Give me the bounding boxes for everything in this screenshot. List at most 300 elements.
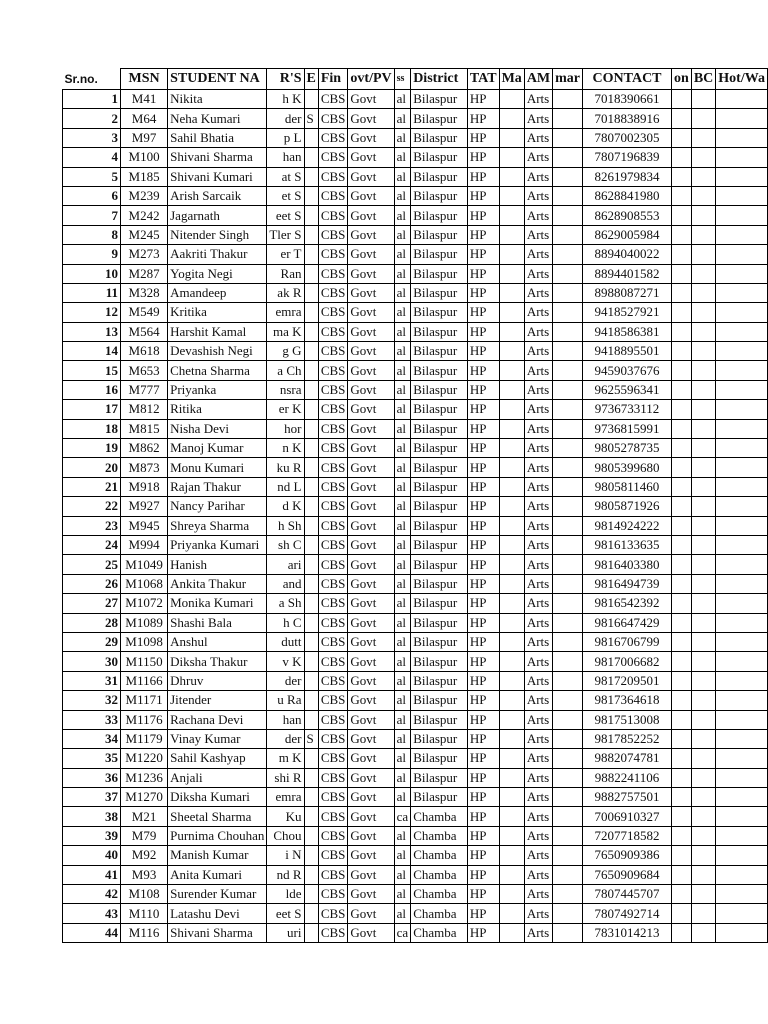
row-state: HP: [467, 283, 499, 302]
row-hot-water: [716, 477, 768, 496]
row-col-e: [304, 788, 318, 807]
row-msn: M21: [121, 807, 168, 826]
row-col-on: [672, 264, 692, 283]
row-col-e: [304, 710, 318, 729]
row-col-ss: al: [394, 555, 411, 574]
row-father-name: g G: [267, 342, 304, 361]
row-msn: M64: [121, 109, 168, 128]
row-father-name: Ran: [267, 264, 304, 283]
row-col-on: [672, 303, 692, 322]
row-col-bc: [691, 322, 715, 341]
row-district: Bilaspur: [411, 109, 468, 128]
row-stream: Arts: [524, 303, 552, 322]
row-col-on: [672, 671, 692, 690]
row-col-on: [672, 458, 692, 477]
row-hot-water: [716, 303, 768, 322]
row-district: Bilaspur: [411, 245, 468, 264]
table-row: [63, 497, 768, 516]
row-col-bc: [691, 729, 715, 748]
row-govt-pvt: Govt: [348, 245, 394, 264]
row-col-ma: [499, 555, 524, 574]
row-student-name: Shreya Sharma: [168, 516, 267, 535]
row-col-ss: al: [394, 846, 411, 865]
row-col-mar: [553, 186, 583, 205]
row-board: CBS: [318, 671, 348, 690]
row-srno: 24: [63, 535, 121, 554]
table-row: [63, 342, 768, 361]
row-contact: 7807002305: [583, 128, 672, 147]
row-col-ma: [499, 148, 524, 167]
row-srno: 28: [63, 613, 121, 632]
row-col-mar: [553, 516, 583, 535]
row-state: HP: [467, 361, 499, 380]
row-stream: Arts: [524, 148, 552, 167]
row-col-bc: [691, 846, 715, 865]
row-col-ss: al: [394, 594, 411, 613]
row-col-bc: [691, 148, 715, 167]
row-col-e: [304, 923, 318, 942]
header-srno: Sr.no.: [64, 71, 98, 86]
table-row: [63, 380, 768, 399]
row-col-bc: [691, 671, 715, 690]
row-srno: 21: [63, 477, 121, 496]
row-student-name: Surender Kumar: [168, 885, 267, 904]
row-board: CBS: [318, 923, 348, 942]
row-district: Bilaspur: [411, 128, 468, 147]
row-father-name: and: [267, 574, 304, 593]
row-contact: 9805811460: [583, 477, 672, 496]
row-col-e: [304, 555, 318, 574]
row-father-name: d K: [267, 497, 304, 516]
row-state: HP: [467, 671, 499, 690]
row-govt-pvt: Govt: [348, 729, 394, 748]
row-contact: 9814924222: [583, 516, 672, 535]
row-stream: Arts: [524, 497, 552, 516]
row-govt-pvt: Govt: [348, 283, 394, 302]
row-board: CBS: [318, 904, 348, 923]
row-contact: 9736815991: [583, 419, 672, 438]
row-col-ma: [499, 594, 524, 613]
row-father-name: Chou: [267, 826, 304, 845]
row-district: Bilaspur: [411, 671, 468, 690]
row-col-e: [304, 632, 318, 651]
row-father-name: Tler S: [267, 225, 304, 244]
row-student-name: Jagarnath: [168, 206, 267, 225]
header-col-mar: mar: [553, 69, 583, 90]
row-srno: 26: [63, 574, 121, 593]
row-col-ma: [499, 632, 524, 651]
row-district: Bilaspur: [411, 90, 468, 109]
row-district: Bilaspur: [411, 186, 468, 205]
row-col-mar: [553, 613, 583, 632]
row-hot-water: [716, 322, 768, 341]
row-father-name: ku R: [267, 458, 304, 477]
row-col-e: [304, 671, 318, 690]
table-row: [63, 206, 768, 225]
row-contact: 7207718582: [583, 826, 672, 845]
row-col-ma: [499, 342, 524, 361]
row-stream: Arts: [524, 264, 552, 283]
row-student-name: Ankita Thakur: [168, 574, 267, 593]
row-state: HP: [467, 652, 499, 671]
row-stream: Arts: [524, 807, 552, 826]
row-board: CBS: [318, 283, 348, 302]
row-state: HP: [467, 885, 499, 904]
row-col-ma: [499, 400, 524, 419]
row-govt-pvt: Govt: [348, 458, 394, 477]
row-col-ss: al: [394, 613, 411, 632]
row-govt-pvt: Govt: [348, 419, 394, 438]
row-contact: 9817513008: [583, 710, 672, 729]
row-col-mar: [553, 632, 583, 651]
row-district: Bilaspur: [411, 632, 468, 651]
row-stream: Arts: [524, 904, 552, 923]
row-board: CBS: [318, 788, 348, 807]
row-district: Bilaspur: [411, 419, 468, 438]
row-govt-pvt: Govt: [348, 923, 394, 942]
row-contact: 9805278735: [583, 439, 672, 458]
row-hot-water: [716, 652, 768, 671]
row-district: Bilaspur: [411, 303, 468, 322]
row-govt-pvt: Govt: [348, 768, 394, 787]
row-board: CBS: [318, 632, 348, 651]
row-msn: M242: [121, 206, 168, 225]
row-stream: Arts: [524, 225, 552, 244]
row-board: CBS: [318, 206, 348, 225]
row-hot-water: [716, 671, 768, 690]
row-col-ss: al: [394, 90, 411, 109]
row-contact: 7650909684: [583, 865, 672, 884]
student-table: [62, 68, 768, 943]
row-state: HP: [467, 904, 499, 923]
row-govt-pvt: Govt: [348, 865, 394, 884]
row-student-name: Nikita: [168, 90, 267, 109]
row-district: Bilaspur: [411, 225, 468, 244]
row-board: CBS: [318, 264, 348, 283]
row-col-e: [304, 535, 318, 554]
header-father-name: R'S: [267, 69, 304, 90]
row-srno: 4: [63, 148, 121, 167]
row-district: Bilaspur: [411, 613, 468, 632]
row-student-name: Manish Kumar: [168, 846, 267, 865]
row-col-on: [672, 594, 692, 613]
row-msn: M1072: [121, 594, 168, 613]
table-row: [63, 283, 768, 302]
row-father-name: nsra: [267, 380, 304, 399]
row-srno: 35: [63, 749, 121, 768]
row-col-bc: [691, 865, 715, 884]
row-col-ss: al: [394, 691, 411, 710]
row-hot-water: [716, 535, 768, 554]
row-stream: Arts: [524, 90, 552, 109]
row-hot-water: [716, 167, 768, 186]
row-hot-water: [716, 380, 768, 399]
row-col-bc: [691, 458, 715, 477]
table-row: [63, 710, 768, 729]
row-district: Bilaspur: [411, 206, 468, 225]
row-father-name: Ku: [267, 807, 304, 826]
row-col-on: [672, 632, 692, 651]
row-col-ma: [499, 361, 524, 380]
row-col-e: S: [304, 109, 318, 128]
row-col-bc: [691, 768, 715, 787]
row-board: CBS: [318, 109, 348, 128]
row-col-e: [304, 303, 318, 322]
header-contact: CONTACT: [583, 69, 672, 90]
row-student-name: Aakriti Thakur: [168, 245, 267, 264]
row-father-name: h C: [267, 613, 304, 632]
row-state: HP: [467, 128, 499, 147]
row-father-name: er T: [267, 245, 304, 264]
row-district: Bilaspur: [411, 148, 468, 167]
row-srno: 36: [63, 768, 121, 787]
row-col-ss: al: [394, 303, 411, 322]
row-state: HP: [467, 729, 499, 748]
row-col-e: [304, 613, 318, 632]
table-row: [63, 749, 768, 768]
row-col-bc: [691, 128, 715, 147]
row-msn: M1098: [121, 632, 168, 651]
row-district: Bilaspur: [411, 710, 468, 729]
row-state: HP: [467, 400, 499, 419]
row-col-ma: [499, 497, 524, 516]
row-father-name: der: [267, 671, 304, 690]
row-col-e: [304, 342, 318, 361]
row-col-bc: [691, 167, 715, 186]
row-board: CBS: [318, 807, 348, 826]
row-col-on: [672, 807, 692, 826]
row-state: HP: [467, 206, 499, 225]
row-msn: M93: [121, 865, 168, 884]
row-srno: 17: [63, 400, 121, 419]
row-col-ss: al: [394, 749, 411, 768]
row-contact: 7807196839: [583, 148, 672, 167]
row-msn: M108: [121, 885, 168, 904]
row-state: HP: [467, 148, 499, 167]
row-col-ma: [499, 322, 524, 341]
row-stream: Arts: [524, 400, 552, 419]
row-col-e: [304, 167, 318, 186]
row-stream: Arts: [524, 342, 552, 361]
row-district: Chamba: [411, 904, 468, 923]
row-col-on: [672, 225, 692, 244]
row-col-on: [672, 574, 692, 593]
row-col-ss: al: [394, 788, 411, 807]
row-col-ss: al: [394, 400, 411, 419]
row-col-ss: al: [394, 419, 411, 438]
row-district: Bilaspur: [411, 652, 468, 671]
row-col-ss: al: [394, 535, 411, 554]
row-board: CBS: [318, 342, 348, 361]
row-district: Chamba: [411, 923, 468, 942]
row-col-e: [304, 497, 318, 516]
row-col-ss: al: [394, 458, 411, 477]
row-board: CBS: [318, 477, 348, 496]
row-district: Bilaspur: [411, 380, 468, 399]
row-state: HP: [467, 264, 499, 283]
row-student-name: Nancy Parihar: [168, 497, 267, 516]
row-district: Bilaspur: [411, 768, 468, 787]
row-contact: 9418527921: [583, 303, 672, 322]
row-contact: 7018390661: [583, 90, 672, 109]
row-board: CBS: [318, 768, 348, 787]
row-col-mar: [553, 710, 583, 729]
row-father-name: han: [267, 148, 304, 167]
row-govt-pvt: Govt: [348, 439, 394, 458]
row-col-ma: [499, 788, 524, 807]
row-govt-pvt: Govt: [348, 400, 394, 419]
row-col-ss: al: [394, 245, 411, 264]
row-district: Bilaspur: [411, 322, 468, 341]
row-col-mar: [553, 497, 583, 516]
header-col-on: on: [672, 69, 692, 90]
row-col-bc: [691, 245, 715, 264]
row-msn: M328: [121, 283, 168, 302]
row-district: Bilaspur: [411, 439, 468, 458]
row-father-name: ak R: [267, 283, 304, 302]
row-msn: M287: [121, 264, 168, 283]
row-student-name: Harshit Kamal: [168, 322, 267, 341]
table-row: [63, 923, 768, 942]
row-hot-water: [716, 342, 768, 361]
row-col-mar: [553, 904, 583, 923]
row-district: Chamba: [411, 846, 468, 865]
row-district: Bilaspur: [411, 264, 468, 283]
row-col-mar: [553, 342, 583, 361]
row-col-e: [304, 439, 318, 458]
row-board: CBS: [318, 652, 348, 671]
row-msn: M92: [121, 846, 168, 865]
row-col-ma: [499, 885, 524, 904]
row-govt-pvt: Govt: [348, 90, 394, 109]
row-district: Bilaspur: [411, 691, 468, 710]
row-col-on: [672, 419, 692, 438]
table-row: [63, 904, 768, 923]
row-col-ma: [499, 729, 524, 748]
row-stream: Arts: [524, 671, 552, 690]
row-contact: 9418586381: [583, 322, 672, 341]
row-col-e: [304, 225, 318, 244]
row-col-on: [672, 477, 692, 496]
row-stream: Arts: [524, 788, 552, 807]
row-col-mar: [553, 90, 583, 109]
row-col-ma: [499, 245, 524, 264]
row-col-ma: [499, 167, 524, 186]
row-hot-water: [716, 555, 768, 574]
row-contact: 9817006682: [583, 652, 672, 671]
row-msn: M245: [121, 225, 168, 244]
row-col-ma: [499, 206, 524, 225]
row-district: Bilaspur: [411, 555, 468, 574]
row-col-bc: [691, 109, 715, 128]
row-hot-water: [716, 846, 768, 865]
row-board: CBS: [318, 439, 348, 458]
row-col-mar: [553, 691, 583, 710]
row-msn: M653: [121, 361, 168, 380]
row-srno: 41: [63, 865, 121, 884]
row-msn: M79: [121, 826, 168, 845]
row-col-on: [672, 826, 692, 845]
row-student-name: Latashu Devi: [168, 904, 267, 923]
row-contact: 9816133635: [583, 535, 672, 554]
row-msn: M1068: [121, 574, 168, 593]
row-col-bc: [691, 439, 715, 458]
row-col-bc: [691, 710, 715, 729]
row-stream: Arts: [524, 749, 552, 768]
row-student-name: Kritika: [168, 303, 267, 322]
row-col-mar: [553, 652, 583, 671]
table-row: [63, 671, 768, 690]
row-srno: 5: [63, 167, 121, 186]
row-contact: 9418895501: [583, 342, 672, 361]
row-district: Bilaspur: [411, 167, 468, 186]
row-srno: 31: [63, 671, 121, 690]
row-student-name: Ritika: [168, 400, 267, 419]
row-state: HP: [467, 632, 499, 651]
row-hot-water: [716, 749, 768, 768]
row-col-on: [672, 283, 692, 302]
row-district: Bilaspur: [411, 477, 468, 496]
table-row: [63, 516, 768, 535]
row-col-ss: al: [394, 885, 411, 904]
row-board: CBS: [318, 826, 348, 845]
row-hot-water: [716, 516, 768, 535]
row-col-bc: [691, 923, 715, 942]
table-row: [63, 788, 768, 807]
row-col-mar: [553, 225, 583, 244]
row-govt-pvt: Govt: [348, 322, 394, 341]
row-district: Bilaspur: [411, 342, 468, 361]
header-state: TAT: [467, 69, 499, 90]
row-student-name: Diksha Kumari: [168, 788, 267, 807]
row-govt-pvt: Govt: [348, 807, 394, 826]
row-stream: Arts: [524, 245, 552, 264]
row-col-ss: ca: [394, 807, 411, 826]
row-district: Bilaspur: [411, 594, 468, 613]
row-col-ss: al: [394, 632, 411, 651]
row-govt-pvt: Govt: [348, 497, 394, 516]
row-hot-water: [716, 885, 768, 904]
row-hot-water: [716, 109, 768, 128]
row-stream: Arts: [524, 535, 552, 554]
row-board: CBS: [318, 749, 348, 768]
row-col-ma: [499, 768, 524, 787]
row-hot-water: [716, 439, 768, 458]
row-hot-water: [716, 691, 768, 710]
row-col-mar: [553, 109, 583, 128]
row-state: HP: [467, 613, 499, 632]
row-stream: Arts: [524, 322, 552, 341]
row-father-name: emra: [267, 303, 304, 322]
row-col-bc: [691, 885, 715, 904]
table-row: [63, 613, 768, 632]
row-col-ss: al: [394, 225, 411, 244]
row-contact: 9817852252: [583, 729, 672, 748]
row-student-name: Sahil Kashyap: [168, 749, 267, 768]
row-hot-water: [716, 710, 768, 729]
row-col-bc: [691, 264, 715, 283]
row-srno: 14: [63, 342, 121, 361]
row-govt-pvt: Govt: [348, 749, 394, 768]
row-msn: M618: [121, 342, 168, 361]
row-hot-water: [716, 264, 768, 283]
row-hot-water: [716, 128, 768, 147]
row-board: CBS: [318, 535, 348, 554]
header-col-ss: ss: [394, 69, 411, 90]
row-msn: M812: [121, 400, 168, 419]
row-board: CBS: [318, 885, 348, 904]
table-row: [63, 691, 768, 710]
